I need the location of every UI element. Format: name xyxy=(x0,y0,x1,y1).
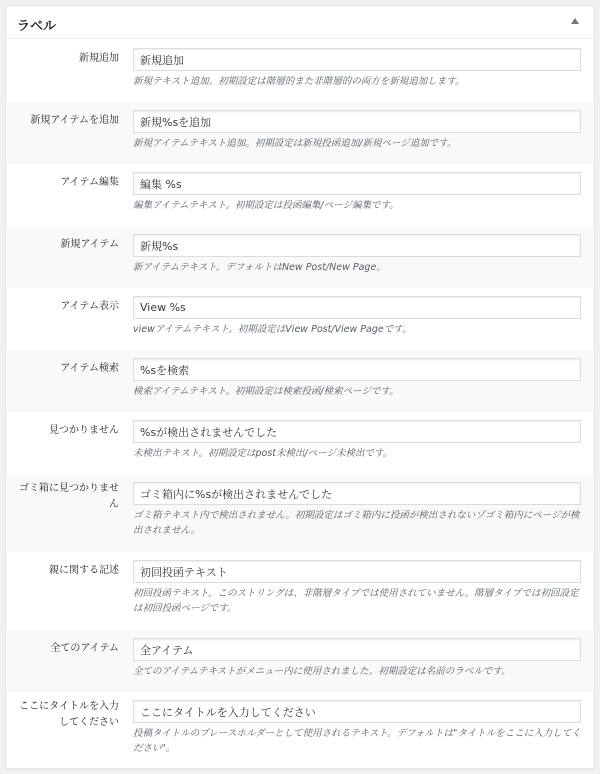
label-row-all-items xyxy=(6,630,594,692)
field-label: アイテム表示 xyxy=(60,301,119,312)
not-found-in-trash-input[interactable] xyxy=(133,482,581,505)
field-description: 新規テキスト追加。初期設定は階層的また非階層的の両方を新規追加します。 xyxy=(133,76,465,87)
label-row-search-items xyxy=(6,350,594,412)
field-label: ここにタイトルを入力してください xyxy=(19,701,119,728)
field-label: 親に関する記述 xyxy=(49,565,119,576)
parent-item-input[interactable] xyxy=(133,560,581,583)
label-row-edit-item xyxy=(6,164,594,226)
field-description: ゴミ箱テキスト内で検出されません。初期設定はゴミ箱内に投函が検出されないゾゴミ箱内にページが検出されません。 xyxy=(133,510,580,536)
label-row-add-new xyxy=(6,40,594,102)
label-row-enter-title-here xyxy=(6,692,594,768)
field-description: 検索アイテムテキスト。初期設定は検索投函/検索ページです。 xyxy=(133,386,399,397)
field-label: アイテム検索 xyxy=(60,363,119,374)
label-row-view-item xyxy=(6,288,594,350)
field-description: 新規アイテムテキスト追加。初期設定は新規投函追加/新規ページ追加です。 xyxy=(133,138,457,149)
panel-header[interactable] xyxy=(6,6,594,39)
not-found-input[interactable] xyxy=(133,420,581,443)
edit-item-input[interactable] xyxy=(133,172,581,195)
field-label: 新規アイテムを追加 xyxy=(30,115,119,126)
label-row-not-found-in-trash xyxy=(6,474,594,552)
label-row-not-found xyxy=(6,412,594,474)
panel-title: ラベル xyxy=(17,19,57,34)
add-new-item-input[interactable] xyxy=(133,110,581,133)
labels-panel xyxy=(5,5,595,769)
field-label: 見つかりません xyxy=(49,425,119,436)
label-row-add-new-item xyxy=(6,102,594,164)
add-new-input[interactable] xyxy=(133,48,581,71)
label-row-parent-item-colon xyxy=(6,552,594,630)
field-label: ゴミ箱に見つかりません xyxy=(19,483,119,510)
field-description: viewアイテムテキスト。初期設定はView Post/View Pageです。 xyxy=(133,324,412,335)
field-description: 全てのアイテムテキストがメニュー内に使用されました。初期設定は名前のラベルです。 xyxy=(133,666,511,677)
collapse-toggle-icon[interactable] xyxy=(571,18,579,24)
field-description: 未検出テキスト。初期設定はpost未検出/ページ未検出です。 xyxy=(133,448,393,459)
field-label: 全てのアイテム xyxy=(50,643,119,654)
view-item-input[interactable] xyxy=(133,296,581,319)
search-items-input[interactable] xyxy=(133,358,581,381)
field-label: 新規アイテム xyxy=(60,239,119,250)
field-label: 新規追加 xyxy=(79,53,119,64)
field-description: 新アイテムテキスト。デフォルトはNew Post/New Page。 xyxy=(133,262,386,273)
field-description: 投稿タイトルのプレースホルダーとして使用されるテキスト。デフォルトは"タイトルをここに入力してください"。 xyxy=(133,728,581,754)
new-item-input[interactable] xyxy=(133,234,581,257)
label-row-new-item xyxy=(6,226,594,288)
all-items-input[interactable] xyxy=(133,638,581,661)
field-description: 初回投函テキスト。このストリングは、非階層タイプでは使用されていません。階層タイプでは初回設定は初回投函ページです。 xyxy=(133,588,579,614)
enter-title-here-input[interactable] xyxy=(133,700,581,723)
field-label: アイテム編集 xyxy=(60,177,119,188)
field-description: 編集アイテムテキスト。初期設定は投函編集/ページ編集です。 xyxy=(133,200,399,211)
